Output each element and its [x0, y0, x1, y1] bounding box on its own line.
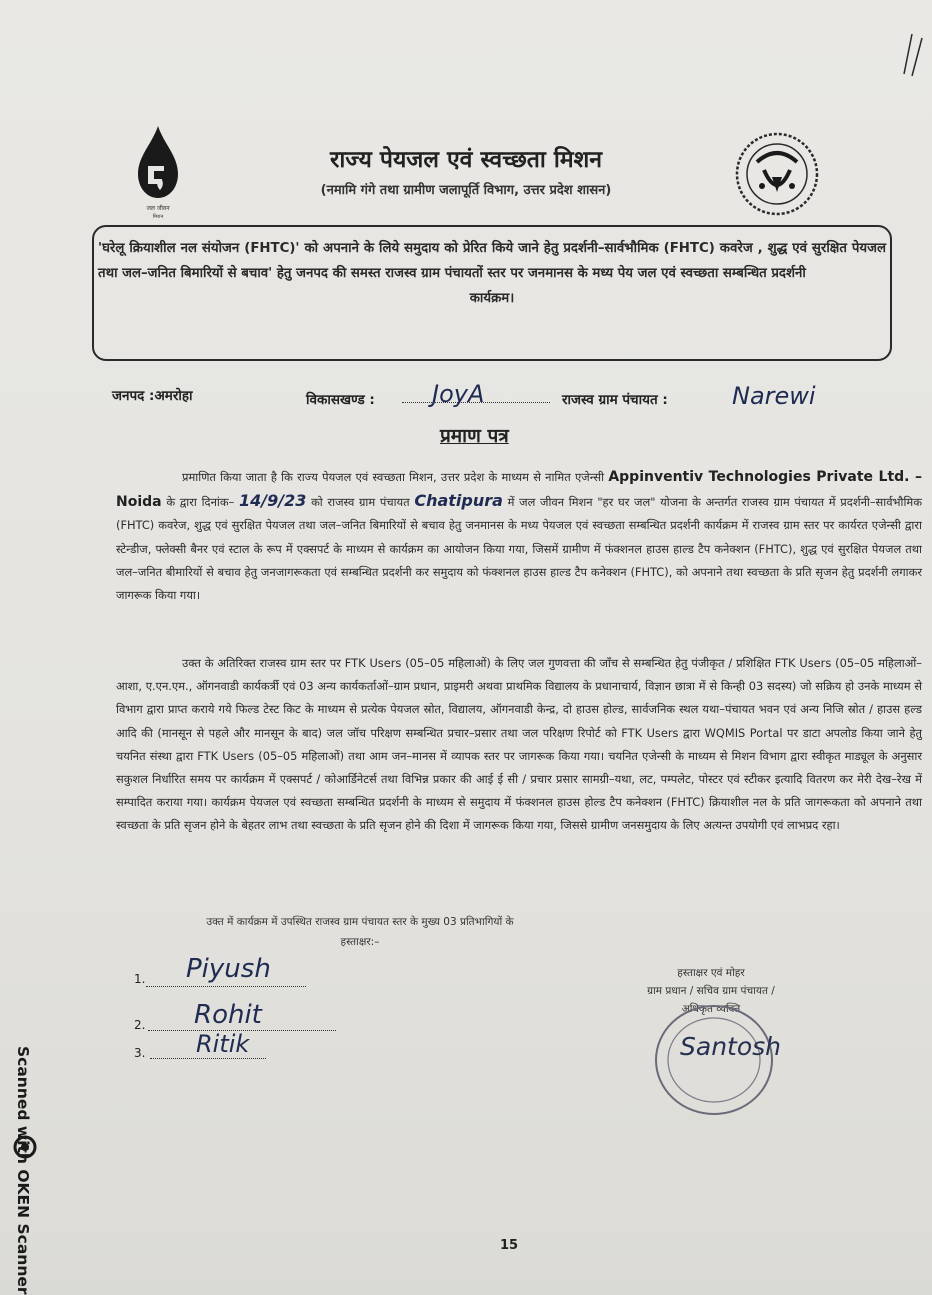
panchayat-handwritten-value: Narewi	[732, 382, 816, 410]
page-title: राज्य पेयजल एवं स्वच्छता मिशन	[330, 147, 602, 173]
stamp-caption-line-2: ग्राम प्रधान / सचिव ग्राम पंचायत /	[647, 985, 775, 997]
page-number: 15	[500, 1238, 519, 1253]
stamp-caption-line-1: हस्ताक्षर एवं मोहर	[677, 967, 745, 979]
signature-number: 2.	[134, 1018, 146, 1032]
village-handwritten: Chatipura	[414, 491, 503, 511]
district-label: जनपद :अमरोहा	[112, 388, 193, 404]
scanner-watermark: Scanned with OKEN Scanner	[14, 1046, 32, 1295]
signature-row-3	[134, 1046, 145, 1060]
signature-line-3	[150, 1058, 266, 1059]
participant-signature-3: Ritik	[196, 1030, 250, 1058]
signature-number: 1.	[134, 972, 146, 986]
page-subtitle: (नमामि गंगे तथा ग्रामीण जलापूर्ति विभाग, उत्तर प्रदेश शासन)	[320, 183, 612, 198]
agency-name: Appinventiv Technologies Private Ltd. – Noida	[116, 469, 923, 511]
signatures-intro-line-2: हस्ताक्षर:–	[340, 936, 380, 948]
program-title-text	[98, 236, 886, 311]
signatures-intro	[140, 912, 580, 952]
certificate-heading: प्रमाण पत्र	[440, 425, 509, 447]
certificate-paragraph-1	[116, 466, 922, 607]
program-date-handwritten: 14/9/23	[239, 491, 307, 511]
p1-text-d: में जल जीवन मिशन "हर घर जल" योजना के अन्तर्गत राजस्व ग्राम पंचायत में प्रदर्शनी–सार्वभौमिक (FHTC) कवरेज, शुद्ध एवं सुरक्षित पेयजल तथा जल–जनित बिमारियों से बचाव हेतु जनमानस के मध्य पेयजल एवं स्वच्छता सम्बन्धित प्रदर्शनी कार्यक्रम में राजस्व ग्राम स्तर पर कार्यरत एजेन्सी द्वारा स्टेन्डीज, फ्लेक्सी बैनर एवं स्टाल के रूप में एक्सपर्ट के माध्यम से कार्यक्रम का आयोजन किया गया, जिसमें ग्रामीण में फंक्शनल हाउस हाल्ड टैप कनेक्शन (FHTC), शुद्ध एवं सुरक्षित पेयजल तथा जल–जनित बीमारियों से बचाव हेतु जनजागरूकता एवं सम्बन्धित प्रदर्शनी कर समुदाय को फंक्शनल हाउस हाल्ड टैप कनेक्शन (FHTC), को अपनाने तथा स्वच्छता के प्रति सृजन हेतु प्रदर्शनी लगाकर जागरूक किया गया।	[116, 495, 922, 603]
signature-row-1	[134, 972, 145, 986]
svg-text:जल जीवन: जल जीवन	[146, 205, 170, 212]
signature-number: 3.	[134, 1046, 146, 1060]
participant-signature-2: Rohit	[194, 1000, 262, 1030]
svg-text:मिशन: मिशन	[152, 214, 164, 220]
certificate-paragraph-2: उक्त के अतिरिक्त राजस्व ग्राम स्तर पर FTK Users (05–05 महिलाओं) के लिए जल गुणवत्ता की जाँच से सम्बन्धित हेतु पंजीकृत / प्रशिक्षित FTK Users (05–05 महिलाओं–आशा, ए.एन.एम., ऑगनवाडी कार्यकर्त्री एवं 03 अन्य कार्यकर्ताओं–ग्राम प्रधान, प्राइमरी अथवा प्राथमिक विद्यालय के प्रधानाचार्य, विज्ञान छात्रा में से किन्ही 03 सदस्य) जो सक्रिय हो उनके माध्यम से विभाग द्वारा प्राप्त कराये गये फिल्ड टेस्ट किट के माध्यम से प्रत्येक पेयजल स्रोत, विद्यालय, ऑगनवाडी केन्द्र, दो हाउस होल्ड, सार्वजनिक स्थल यथा–पंचायत भवन एवं अन्य निजि स्रोत / हाउस हल्ड आदि की (मानसून से पहले और मानसून के बाद) जल जॉच परिक्षण सम्बन्धित प्रचार–प्रसार तथा जल परिक्षण रिपोर्ट को FTK Users द्वारा WQMIS Portal पर डाटा अपलोड किया जाने हेतु चयनित संस्था द्वारा FTK Users (05–05 महिलाओं) तथा आम जन–मानस में व्यापक स्तर पर जागरूक किया गया। चयनित एजेन्सी के माध्यम से मिशन विभाग द्वारा स्वीकृत माड्यूल के अनुसार सकुशल निर्धारित समय पर कार्यक्रम में एक्सपर्ट / कोआर्डिनेटर्स तथा विभिन्न प्रकार की आई ई सी / प्रचार प्रसार सामग्री–यथा, लट, पम्पलेट, पोस्टर एवं स्टीकर इत्यादि वितरण कर मेरी देख–रेख में सम्पादित कराया गया। कार्यक्रम पेयजल एवं स्वच्छता सम्बन्धित प्रदर्शनी के माध्यम से समुदाय में फंक्शनल हाउस होल्ड टैप कनेक्शन (FHTC) क्रियाशील नल के प्रति जागरूकता को अपनाने तथा स्वच्छता के प्रति सृजन होने के बेहतर लाभ तथा स्वच्छता के प्रति सृजन होने की दिशा में जागरूक किया गया, जिससे ग्रामीण जनसमुदाय के लिए अत्यन्त उपयोगी एवं लाभप्रद रहा।	[116, 656, 922, 833]
p1-text-a: प्रमाणित किया जाता है कि राज्य पेयजल एवं स्वच्छता मिशन, उत्तर प्रदेश के माध्यम से नामित एजेन्सी	[182, 470, 605, 484]
panchayat-label: राजस्व ग्राम पंचायत :	[562, 392, 668, 408]
block-label: विकासखण्ड :	[306, 392, 375, 408]
pen-mark-icon	[896, 30, 926, 80]
signature-line-1	[146, 986, 306, 987]
signature-row-2	[134, 1018, 145, 1032]
head-signature: Santosh	[680, 1032, 782, 1061]
participant-signature-1: Piyush	[186, 954, 271, 984]
signatures-intro-line-1: उक्त में कार्यक्रम में उपस्थित राजस्व ग्राम पंचायत स्तर के मुख्य 03 प्रतिभागियों के	[206, 916, 514, 928]
block-handwritten-value: JoyA	[432, 380, 485, 408]
program-title-main: 'घरेलू क्रियाशील नल संयोजन (FHTC)' को अपनाने के लिये समुदाय को प्रेरित किये जाने हेतु प्रदर्शनी–सार्वभौमिक (FHTC) कवरेज , शुद्ध एवं सुरक्षित पेयजल तथा जल–जनित बिमारियों से बचाव' हेतु जनपद की समस्त राजस्व ग्राम पंचायतों स्तर पर जनमानस के मध्य पेय जल एवं स्वच्छता सम्बन्धित प्रदर्शनी	[98, 241, 886, 281]
program-title-last: कार्यक्रम।	[469, 291, 515, 306]
p1-text-b: के द्वारा दिनांक–	[166, 495, 235, 510]
p1-text-c: को राजस्व ग्राम पंचायत	[311, 495, 410, 510]
stamp-caption-line-3: अधिकृत व्यक्ति	[681, 1003, 741, 1015]
